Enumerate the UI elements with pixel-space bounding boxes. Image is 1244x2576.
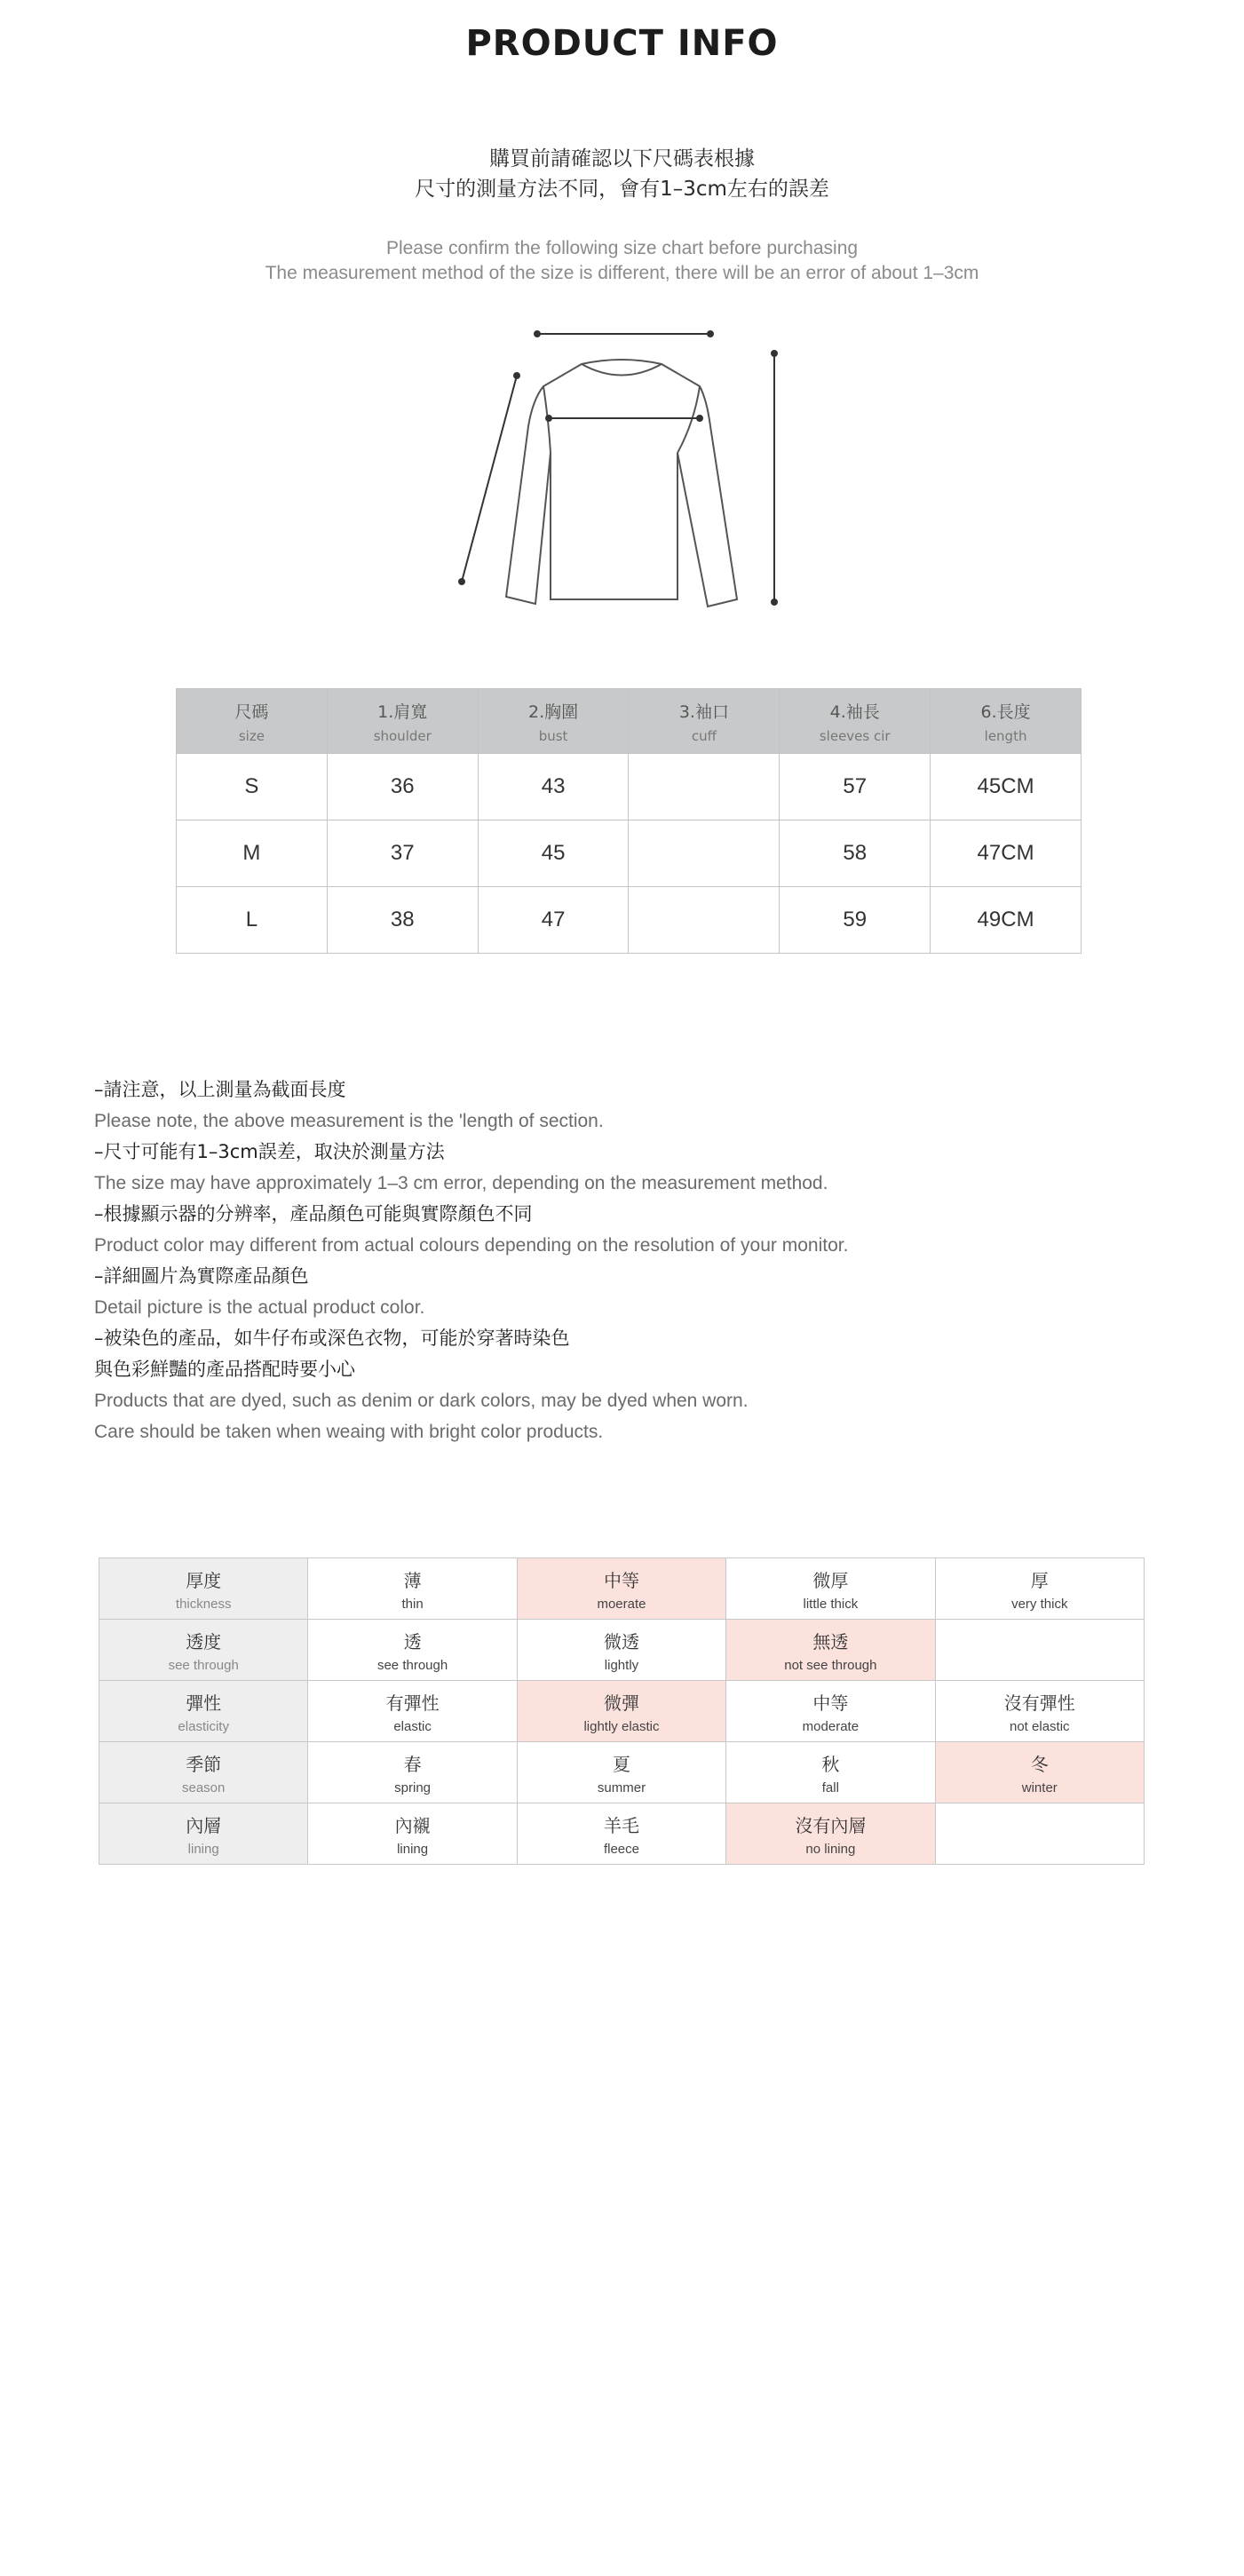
- table-row: [177, 887, 1082, 954]
- attribute-option: 微透 lightly: [517, 1620, 725, 1681]
- note-zh: –被染色的產品，如牛仔布或深色衣物，可能於穿著時染色: [94, 1328, 570, 1349]
- attribute-option-selected: 無透 not see through: [726, 1620, 935, 1681]
- table-cell: 58: [780, 820, 931, 887]
- note-zh: –請注意，以上測量為截面長度: [94, 1079, 346, 1100]
- attribute-option: 厚 very thick: [935, 1558, 1144, 1620]
- attribute-label: 厚度 thickness: [99, 1558, 308, 1620]
- table-cell: 37: [327, 820, 478, 887]
- attribute-option: 有彈性 elastic: [308, 1681, 517, 1742]
- english-notice-line-2: The measurement method of the size is different, there will be an error of about 1–3cm: [265, 263, 979, 283]
- attribute-option: 夏 summer: [517, 1742, 725, 1803]
- column-header-size: 尺碼 size: [177, 689, 328, 754]
- attribute-option: 中等 moderate: [726, 1681, 935, 1742]
- attribute-option: 微厚 little thick: [726, 1558, 935, 1620]
- english-notice-line-1: Please confirm the following size chart before purchasing: [385, 238, 859, 258]
- table-row: [177, 754, 1082, 820]
- table-cell: 47CM: [931, 820, 1082, 887]
- attribute-row: [99, 1803, 1145, 1865]
- attribute-option: [935, 1620, 1144, 1681]
- note-zh: –詳細圖片為實際產品顏色: [94, 1265, 309, 1287]
- note-zh: –尺寸可能有1–3cm誤差，取決於測量方法: [94, 1141, 445, 1162]
- size-chart-table: [176, 688, 1082, 954]
- table-cell: 36: [327, 754, 478, 820]
- size-chart-header-row: [177, 689, 1082, 754]
- attribute-row: [99, 1681, 1145, 1742]
- attribute-option: [935, 1803, 1144, 1865]
- table-cell: 45: [478, 820, 629, 887]
- attribute-label: 內層 lining: [99, 1803, 308, 1865]
- page-title: PRODUCT INFO: [465, 23, 779, 64]
- table-cell: [629, 887, 780, 954]
- attribute-label: 季節 season: [99, 1742, 308, 1803]
- attribute-row: [99, 1620, 1145, 1681]
- table-cell: 57: [780, 754, 931, 820]
- chinese-notice-line-2: 尺寸的測量方法不同，會有1–3cm左右的誤差: [415, 178, 829, 201]
- note-en: Care should be taken when weaing with bright color products.: [94, 1422, 604, 1442]
- care-notes: [94, 1074, 1160, 1447]
- table-cell: M: [177, 820, 328, 887]
- column-header-sleeve: 4.袖長 sleeves cir: [780, 689, 931, 754]
- table-cell: 43: [478, 754, 629, 820]
- fabric-attribute-table: [99, 1557, 1145, 1865]
- attribute-label: 彈性 elasticity: [99, 1681, 308, 1742]
- attribute-option: 春 spring: [308, 1742, 517, 1803]
- attribute-label: 透度 see through: [99, 1620, 308, 1681]
- table-cell: 59: [780, 887, 931, 954]
- note-zh: –根據顯示器的分辨率，產品顏色可能與實際顏色不同: [94, 1203, 533, 1225]
- table-cell: 45CM: [931, 754, 1082, 820]
- table-cell: 49CM: [931, 887, 1082, 954]
- chinese-size-notice: [0, 144, 1244, 204]
- attribute-row: [99, 1742, 1145, 1803]
- attribute-option: 羊毛 fleece: [517, 1803, 725, 1865]
- note-en: Please note, the above measurement is the 'length of section.: [94, 1111, 604, 1131]
- attribute-option: 薄 thin: [308, 1558, 517, 1620]
- column-header-cuff: 3.袖口 cuff: [629, 689, 780, 754]
- column-header-bust: 2.胸圍 bust: [478, 689, 629, 754]
- note-zh: 與色彩鮮豔的產品搭配時要小心: [94, 1359, 355, 1380]
- attribute-option: 透 see through: [308, 1620, 517, 1681]
- table-cell: [629, 820, 780, 887]
- table-row: [177, 820, 1082, 887]
- attribute-option: 秋 fall: [726, 1742, 935, 1803]
- note-en: Products that are dyed, such as denim or dark colors, may be dyed when worn.: [94, 1391, 749, 1411]
- table-cell: 38: [327, 887, 478, 954]
- note-en: Product color may different from actual colours depending on the resolution of your monitor.: [94, 1235, 849, 1256]
- column-header-length: 6.長度 length: [931, 689, 1082, 754]
- attribute-row: [99, 1558, 1145, 1620]
- table-cell: L: [177, 887, 328, 954]
- attribute-option-selected: 中等 moerate: [517, 1558, 725, 1620]
- table-cell: [629, 754, 780, 820]
- attribute-option-selected: 沒有內層 no lining: [726, 1803, 935, 1865]
- long-sleeve-shirt-measurement-icon: [444, 320, 799, 630]
- table-cell: 47: [478, 887, 629, 954]
- note-en: Detail picture is the actual product color.: [94, 1297, 425, 1318]
- english-size-notice: [0, 236, 1244, 286]
- attribute-option-selected: 微彈 lightly elastic: [517, 1681, 725, 1742]
- note-en: The size may have approximately 1–3 cm error, depending on the measurement method.: [94, 1173, 828, 1193]
- table-cell: S: [177, 754, 328, 820]
- attribute-option: 沒有彈性 not elastic: [935, 1681, 1144, 1742]
- column-header-shoulder: 1.肩寬 shoulder: [327, 689, 478, 754]
- chinese-notice-line-1: 購買前請確認以下尺碼表根據: [489, 147, 755, 170]
- attribute-option-selected: 冬 winter: [935, 1742, 1144, 1803]
- attribute-option: 內襯 lining: [308, 1803, 517, 1865]
